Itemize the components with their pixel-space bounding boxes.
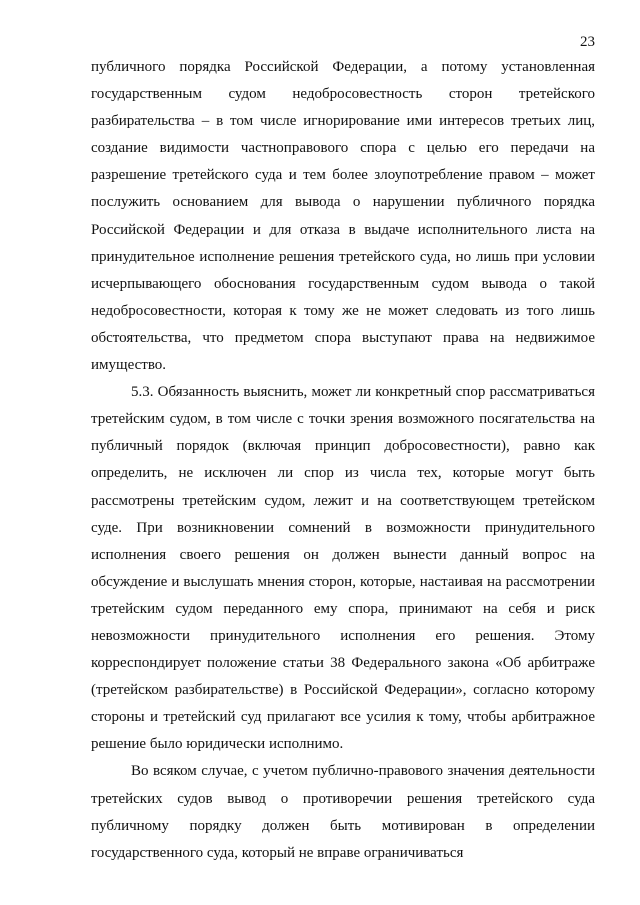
paragraph-public-order: Во всяком случае, с учетом публично-правового значения деятельности третейских судов вывод о противоречии решения третейского суда публичному порядку должен быть мотивирован в определении государственного суда, который не вправе ограничиваться (91, 763, 595, 861)
paragraph-5-3: 5.3. Обязанность выяснить, может ли конкретный спор рассматриваться третейским судом, в том числе с точки зрения возможного посягательства на публичный порядок (включая принцип добросовестности), равно как определить, не исключен ли спор из числа тех, которые могут быть рассмотрены третейским судом, лежит и на соответствующем третейском суде. При возникновении сомнений в возможности принудительного исполнения своего решения он должен вынести данный вопрос на обсуждение и выслушать мнения сторон, которые, настаивая на рассмотрении третейским судом переданного ему спора, принимают на себя и риск невозможности принудительного исполнения его решения. Этому корреспондирует положение статьи 38 Федерального закона «Об арбитраже (третейском разбирательстве) в Российской Федерации», согласно которому стороны и третейский суд прилагают все усилия к тому, чтобы арбитражное решение было юридически исполнимо. (91, 384, 595, 753)
page-number: 23 (580, 34, 595, 50)
document-body (91, 54, 595, 867)
paragraph-continuation: публичного порядка Российской Федерации, а потому установленная государственным судом недобросовестность сторон третейского разбирательства – в том числе игнорирование ими интересов третьих лиц, создание видимости частноправового спора с целью его передачи на разрешение третейского суда и тем более злоупотребление правом – может послужить основанием для вывода о нарушении публичного порядка Российской Федерации и для отказа в выдаче исполнительного листа на принудительное исполнение решения третейского суда, но лишь при условии исчерпывающего обоснования государственным судом вывода о такой недобросовестности, которая к тому же не может следовать из того лишь обстоятельства, что предметом спора выступают права на недвижимое имущество. (91, 59, 595, 374)
